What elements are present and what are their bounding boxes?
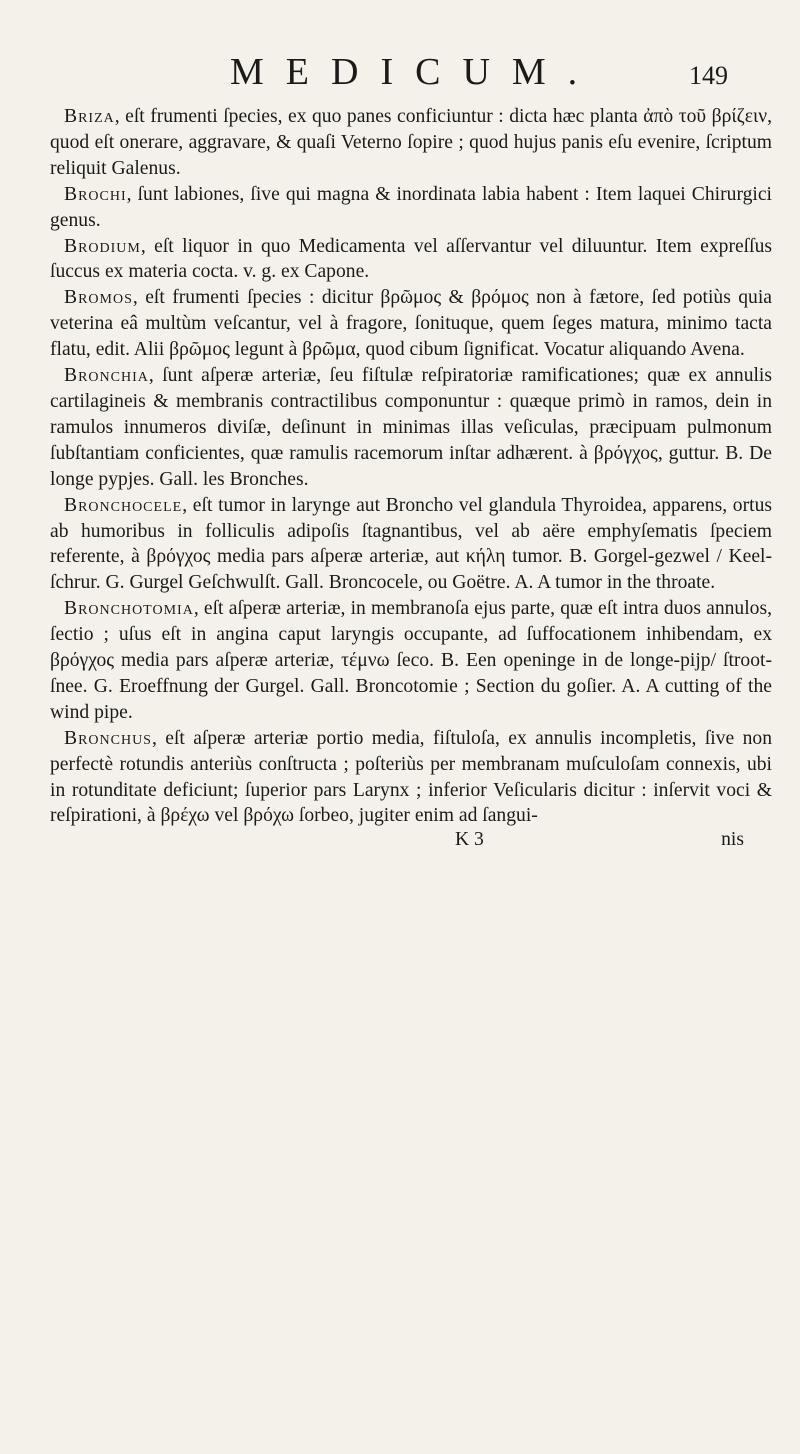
entry-definition: , eſt liquor in quo Medicamenta vel aſſervantur vel diluuntur. Item expreſſus ſuccus ex materia cocta. v. g. ex Capone. (50, 235, 772, 283)
entry-bronchus (50, 726, 772, 830)
dictionary-text (50, 104, 772, 851)
entry-bronchotomia (50, 596, 772, 726)
catchword: nis (721, 829, 744, 851)
entry-bromos (50, 285, 772, 363)
running-head (0, 44, 800, 104)
entry-definition: , eſt aſperæ arteriæ, in membranoſa ejus parte, quæ eſt intra duos annulos, ſectio ; uſus eſt in angina caput laryngis occupante, ad ſuffocationem inhibendam, ex βρόγχος media pars aſperæ arteriæ, τέμνω ſeco. B. Een openinge in de longe-pijp/ ſtroot-ſnee. G. Eroeffnung der Gurgel. Gall. Broncotomie ; Section du goſier. A. A cutting of the wind pipe. (50, 598, 772, 723)
entry-headword: Bronchus (64, 727, 152, 749)
entry-briza (50, 104, 772, 182)
entry-headword: Bronchotomia (64, 598, 194, 620)
entry-definition: , eſt frumenti ſpecies : dicitur βρῶμος & βρόμος non à fætore, ſed potiùs quia veterina eâ multùm veſcantur, vel à fragore, ſonituque, quem ſeges matura, minimo tacta flatu, edit. Alii βρῶμος legunt à βρῶμα, quod cibum ſignificat. Vocatur aliquando Avena. (50, 287, 772, 361)
entry-headword: Brochi (64, 183, 127, 205)
running-title: MEDICUM. (230, 51, 600, 93)
page-number: 149 (689, 61, 728, 90)
entry-headword: Brodium (64, 235, 141, 257)
entry-definition: , ſunt labiones, ſive qui magna & inordinata labia habent : Item laquei Chirurgici genus. (50, 183, 772, 231)
entry-headword: Briza (64, 106, 115, 127)
entry-bronchocele (50, 493, 772, 597)
entry-headword: Bronchia (64, 365, 149, 387)
entry-headword: Bromos (64, 287, 133, 309)
entry-definition: , ſunt aſperæ arteriæ, ſeu fiſtulæ reſpiratoriæ ramificationes; quæ ex annulis cartilagineis & membranis contractilibus componuntur : quæque primò in ramos, dein in ramulos innumeros diviſæ, deſinunt in minimas illas veſiculas, præcipuam pulmonum ſubſtantiam conficientes, quæ ramulis racemorum inſtar adhærent. à βρόγχος, guttur. B. De longe pypjes. Gall. les Bronches. (50, 365, 772, 490)
signature-mark: K 3 (455, 829, 484, 851)
entry-brodium (50, 234, 772, 286)
entry-definition: , eſt tumor in larynge aut Broncho vel glandula Thyroidea, apparens, ortus ab humoribus in folliculis adipoſis ſtagnantibus, vel ab aëre emphyſematis ſpeciem referente, à βρόγχος media pars aſperæ arteriæ, aut κήλη tumor. B. Gorgel-gezwel / Keel-ſchrur. G. Gurgel Geſchwulſt. Gall. Broncocele, ou Goëtre. A. A tumor in the throate. (50, 494, 772, 594)
entry-brochi (50, 182, 772, 234)
entry-definition: , eſt aſperæ arteriæ portio media, fiſtuloſa, ex annulis incompletis, ſive non perfectè rotundis anteriùs conſtructa ; poſteriùs per membranam muſculoſam connexis, ubi in rotunditate deficiunt; ſuperior pars Larynx ; inferior Veſicularis dicitur : inſervit voci & reſpirationi, à βρέχω vel βρόχω ſorbeo, jugiter enim ad ſangui- (50, 727, 772, 827)
entry-headword: Bronchocele (64, 494, 183, 516)
entry-bronchia (50, 363, 772, 493)
entry-definition: , eſt frumenti ſpecies, ex quo panes conficiuntur : dicta hæc planta ἀπὸ τοῦ βρίζειν, quod eſt onerare, aggravare, & quaſi Veterno ſopire ; quod hujus panis eſu evenire, ſcriptum reliquit Galenus. (50, 106, 772, 179)
signature-line (50, 829, 772, 851)
